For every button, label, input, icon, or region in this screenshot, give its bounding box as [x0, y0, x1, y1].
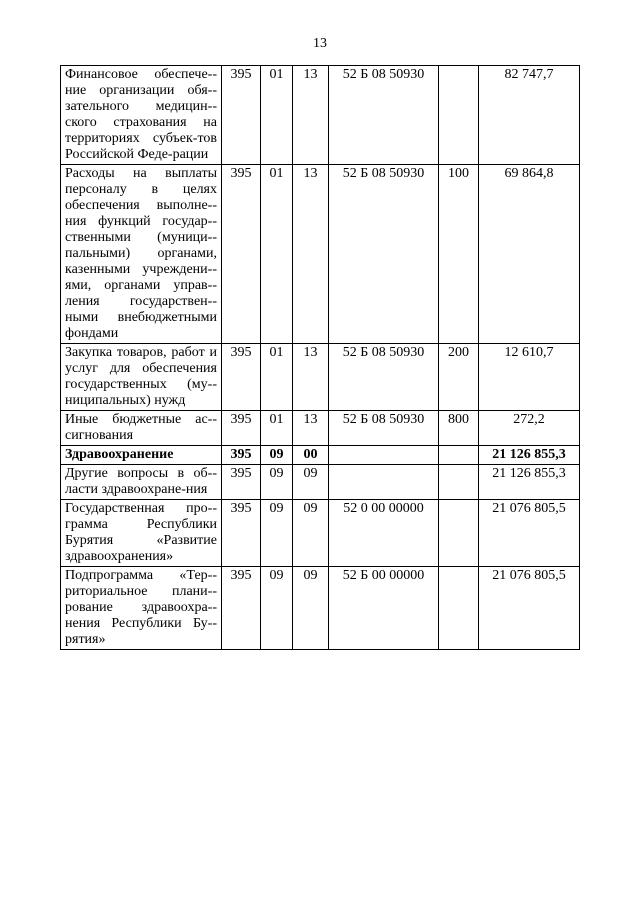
expense-type-cell: [439, 500, 479, 567]
expense-type-cell: [439, 66, 479, 165]
subsection-code-cell: 00: [293, 446, 329, 465]
table-row: [61, 446, 580, 465]
section-code-cell: 01: [261, 165, 293, 344]
amount-cell: 69 864,8: [479, 165, 580, 344]
grbs-code-cell: 395: [222, 344, 261, 411]
section-code-cell: 09: [261, 567, 293, 650]
amount-cell: 272,2: [479, 411, 580, 446]
section-code-cell: 01: [261, 66, 293, 165]
expense-type-cell: [439, 446, 479, 465]
budget-table: [60, 65, 580, 650]
item-name-cell: Закупка товаров, работ и услуг для обеспечения государственных (му-ниципальных) нужд: [61, 344, 222, 411]
table-row: [61, 66, 580, 165]
section-code-cell: 01: [261, 344, 293, 411]
grbs-code-cell: 395: [222, 66, 261, 165]
subsection-code-cell: 09: [293, 500, 329, 567]
item-name-cell: Финансовое обеспече-ние организации обя-зательного медицин-ского страхования на территориях субъек-тов Российской Феде-рации: [61, 66, 222, 165]
subsection-code-cell: 13: [293, 411, 329, 446]
table-row: [61, 165, 580, 344]
amount-cell: 12 610,7: [479, 344, 580, 411]
subsection-code-cell: 09: [293, 465, 329, 500]
subsection-code-cell: 13: [293, 165, 329, 344]
item-name-cell: Государственная про-грамма Республики Бурятия «Развитие здравоохранения»: [61, 500, 222, 567]
section-code-cell: 01: [261, 411, 293, 446]
amount-cell: 21 126 855,3: [479, 465, 580, 500]
budget-table-body: [61, 66, 580, 650]
target-article-cell: 52 Б 08 50930: [329, 411, 439, 446]
target-article-cell: 52 Б 08 50930: [329, 66, 439, 165]
item-name-cell: Расходы на выплаты персоналу в целях обеспечения выполне-ния функций государ-ственными (муници-пальными) органами, казенными учреждени-ями, органами управ-ления государствен-ными внебюджетными фондами: [61, 165, 222, 344]
expense-type-cell: 200: [439, 344, 479, 411]
target-article-cell: [329, 465, 439, 500]
expense-type-cell: 100: [439, 165, 479, 344]
expense-type-cell: 800: [439, 411, 479, 446]
amount-cell: 82 747,7: [479, 66, 580, 165]
page-number: 13: [313, 36, 327, 51]
subsection-code-cell: 13: [293, 344, 329, 411]
target-article-cell: 52 Б 08 50930: [329, 165, 439, 344]
grbs-code-cell: 395: [222, 500, 261, 567]
table-row: [61, 567, 580, 650]
amount-cell: 21 126 855,3: [479, 446, 580, 465]
subsection-code-cell: 09: [293, 567, 329, 650]
section-code-cell: 09: [261, 500, 293, 567]
item-name-cell: Иные бюджетные ас-сигнования: [61, 411, 222, 446]
target-article-cell: 52 0 00 00000: [329, 500, 439, 567]
grbs-code-cell: 395: [222, 165, 261, 344]
target-article-cell: 52 Б 00 00000: [329, 567, 439, 650]
grbs-code-cell: 395: [222, 446, 261, 465]
section-code-cell: 09: [261, 446, 293, 465]
table-row: [61, 344, 580, 411]
grbs-code-cell: 395: [222, 465, 261, 500]
grbs-code-cell: 395: [222, 567, 261, 650]
item-name-cell: Подпрограмма «Тер-риториальное плани-рование здравоохра-нения Республики Бу-рятия»: [61, 567, 222, 650]
table-row: [61, 500, 580, 567]
target-article-cell: [329, 446, 439, 465]
expense-type-cell: [439, 567, 479, 650]
section-code-cell: 09: [261, 465, 293, 500]
table-row: [61, 411, 580, 446]
expense-type-cell: [439, 465, 479, 500]
amount-cell: 21 076 805,5: [479, 500, 580, 567]
item-name-cell: Здравоохранение: [61, 446, 222, 465]
item-name-cell: Другие вопросы в об-ласти здравоохране-ния: [61, 465, 222, 500]
target-article-cell: 52 Б 08 50930: [329, 344, 439, 411]
grbs-code-cell: 395: [222, 411, 261, 446]
subsection-code-cell: 13: [293, 66, 329, 165]
amount-cell: 21 076 805,5: [479, 567, 580, 650]
table-row: [61, 465, 580, 500]
